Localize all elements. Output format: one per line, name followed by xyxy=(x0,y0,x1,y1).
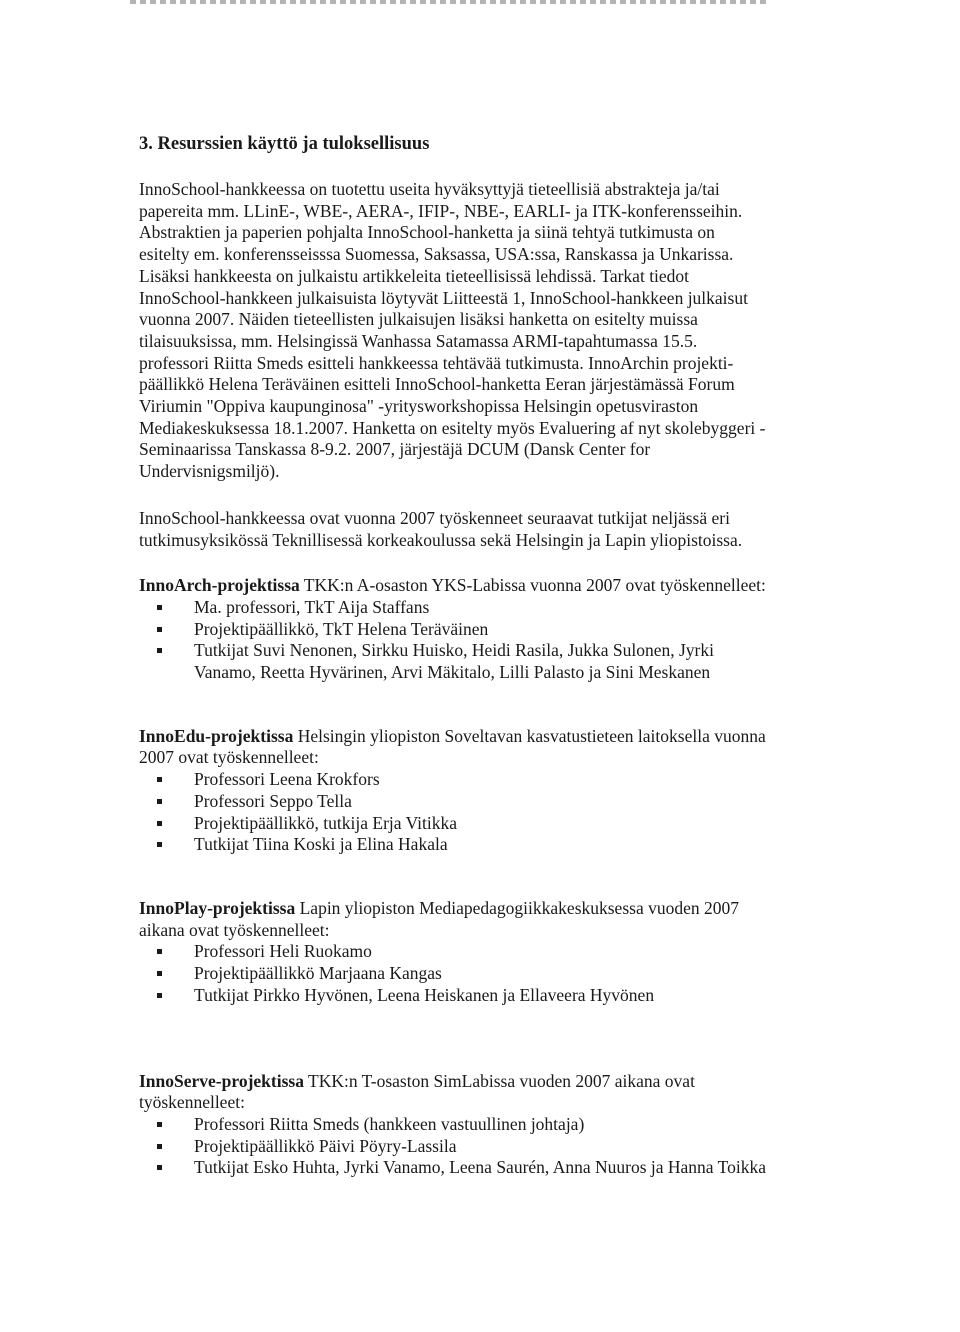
list-item: Tutkijat Tiina Koski ja Elina Hakala xyxy=(139,834,829,856)
list-item: Ma. professori, TkT Aija Staffans xyxy=(139,597,829,619)
text-line: vuonna 2007. Näiden tieteellisten julkaisujen lisäksi hanketta on esitelty muissa xyxy=(139,309,698,330)
list-item: Projektipäällikkö, tutkija Erja Vitikka xyxy=(139,813,829,835)
project-innoarch-members xyxy=(139,597,829,684)
list-item: Professori Seppo Tella xyxy=(139,791,829,813)
text-line: InnoSchool-hankkeen julkaisuista löytyvät Liitteestä 1, InnoSchool-hankkeen julkaisut xyxy=(139,287,748,308)
project-desc: työskennelleet: xyxy=(139,1092,245,1113)
project-name: InnoArch-projektissa xyxy=(139,575,300,596)
text-line: tutkimusyksikössä Teknillisessä korkeakoulussa sekä Helsingin ja Lapin yliopistoissa. xyxy=(139,529,743,550)
text-line: InnoSchool-hankkeessa on tuotettu useita hyväksyttyjä tieteellisiä abstrakteja ja/tai xyxy=(139,179,720,199)
intro-paragraph xyxy=(139,179,829,483)
project-desc: TKK:n T-osaston SimLabissa vuoden 2007 aikana ovat xyxy=(303,1070,695,1091)
project-innoedu-members xyxy=(139,769,829,856)
list-item: Tutkijat Pirkko Hyvönen, Leena Heiskanen ja Ellaveera Hyvönen xyxy=(139,985,829,1007)
researchers-paragraph xyxy=(139,508,829,551)
text-line: päällikkö Helena Teräväinen esitteli InnoSchool-hanketta Eeran järjestämässä Forum xyxy=(139,374,735,395)
text-line: Mediakeskuksessa 18.1.2007. Hanketta on esitelty myös Evaluering af nyt skolebyggeri - xyxy=(139,417,766,438)
list-item: Professori Leena Krokfors xyxy=(139,769,829,791)
text-line: papereita mm. LLinE-, WBE-, AERA-, IFIP-, NBE-, EARLI- ja ITK-konferensseihin. xyxy=(139,200,743,221)
text-line: esitelty em. konferensseisssa Suomessa, Saksassa, USA:ssa, Ranskassa ja Unkarissa. xyxy=(139,244,734,265)
text-line: Viriumin "Oppiva kaupunginosa" -yritysworkshopissa Helsingin opetusviraston xyxy=(139,396,699,417)
project-desc: Lapin yliopiston Mediapedagogiikkakeskuksessa vuoden 2007 xyxy=(295,897,739,918)
project-name: InnoPlay-projektissa xyxy=(139,897,296,918)
list-item: Projektipäällikkö Marjaana Kangas xyxy=(139,963,829,985)
list-item: Professori Heli Ruokamo xyxy=(139,941,829,963)
document-page xyxy=(139,132,829,1179)
scan-header-artifact xyxy=(130,0,770,4)
project-desc: aikana ovat työskennelleet: xyxy=(139,919,330,940)
list-item: Tutkijat Esko Huhta, Jyrki Vanamo, Leena Saurén, Anna Nuuros ja Hanna Toikka xyxy=(139,1157,829,1179)
project-name: InnoServe-projektissa xyxy=(139,1070,304,1091)
list-item: Professori Riitta Smeds (hankkeen vastuullinen johtaja) xyxy=(139,1114,829,1136)
project-desc: Helsingin yliopiston Soveltavan kasvatustieteen laitoksella vuonna xyxy=(293,725,766,746)
project-innoserve-intro xyxy=(139,1071,829,1114)
text-line: Lisäksi hankkeesta on julkaistu artikkeleita tieteellisissä lehdissä. Tarkat tiedot xyxy=(139,265,690,286)
text-line: professori Riitta Smeds esitteli hankkeessa tehtävää tutkimusta. InnoArchin projekti- xyxy=(139,352,734,373)
project-innoplay-intro xyxy=(139,898,829,941)
list-item: Projektipäällikkö, TkT Helena Teräväinen xyxy=(139,619,829,641)
project-innoedu-intro xyxy=(139,726,829,769)
list-item: Projektipäällikkö Päivi Pöyry-Lassila xyxy=(139,1136,829,1158)
text-line: InnoSchool-hankkeessa ovat vuonna 2007 työskenneet seuraavat tutkijat neljässä eri xyxy=(139,507,730,528)
list-item: Tutkijat Suvi Nenonen, Sirkku Huisko, Heidi Rasila, Jukka Sulonen, Jyrki Vanamo, Reetta Hyvärinen, Arvi Mäkitalo, Lilli Palasto ja Sini Meskanen xyxy=(139,640,829,683)
project-desc: 2007 ovat työskennelleet: xyxy=(139,747,319,768)
text-line: Undervisnigsmiljö). xyxy=(139,461,280,482)
project-desc: TKK:n A-osaston YKS-Labissa vuonna 2007 ovat työskennelleet: xyxy=(299,575,766,596)
project-innoarch-intro xyxy=(139,575,829,597)
project-innoplay-members xyxy=(139,941,829,1006)
text-line: Abstraktien ja paperien pohjalta InnoSchool-hanketta ja siinä tehtyä tutkimusta on xyxy=(139,222,715,243)
text-line: tilaisuuksissa, mm. Helsingissä Wanhassa Satamassa ARMI-tapahtumassa 15.5. xyxy=(139,330,698,351)
project-name: InnoEdu-projektissa xyxy=(139,725,294,746)
project-innoserve-members xyxy=(139,1114,829,1179)
text-line: Seminaarissa Tanskassa 8-9.2. 2007, järjestäjä DCUM (Dansk Center for xyxy=(139,439,651,460)
section-heading: 3. Resurssien käyttö ja tuloksellisuus xyxy=(139,134,430,154)
